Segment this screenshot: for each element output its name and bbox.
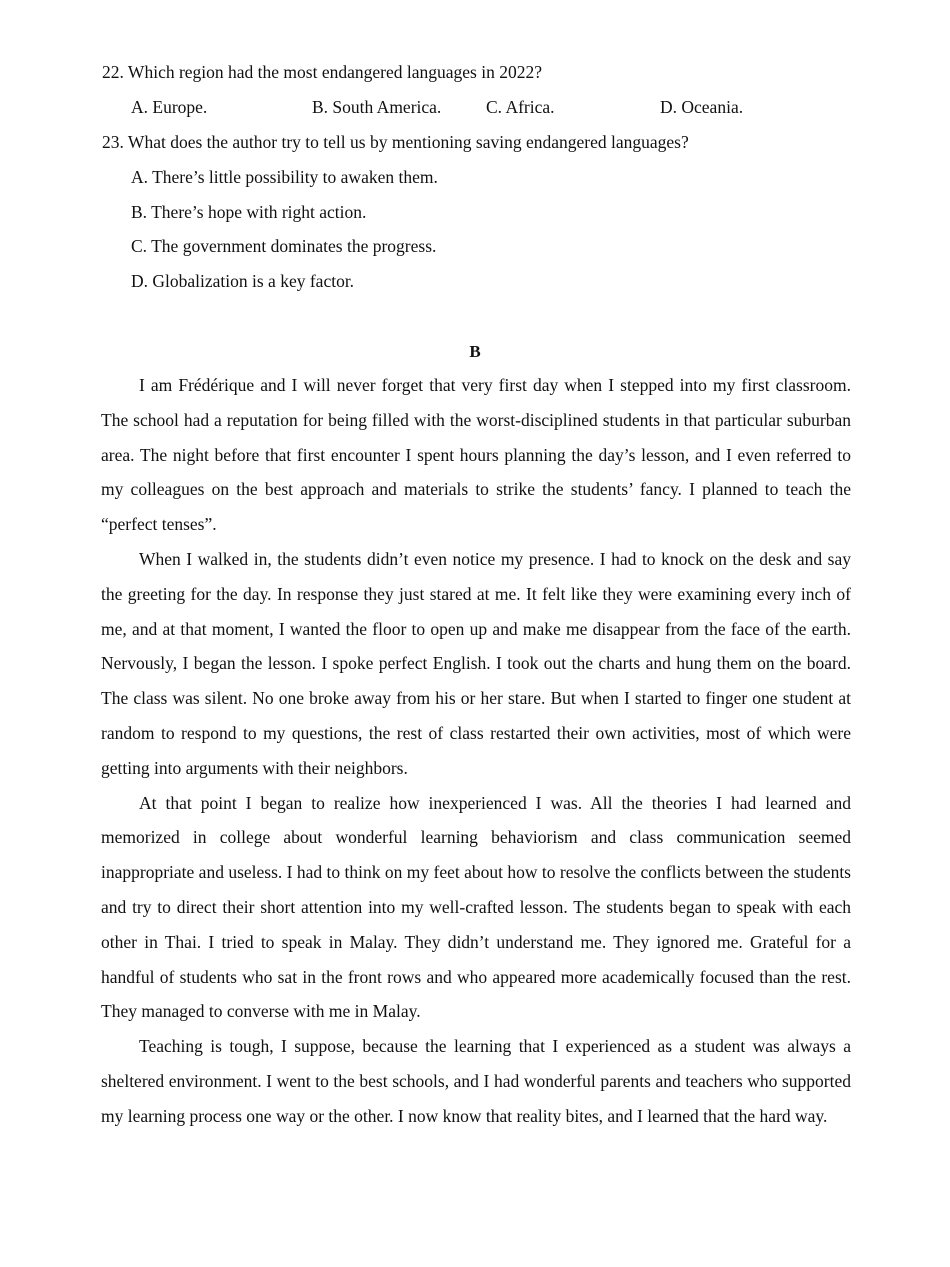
- question-23-option-b: B. There’s hope with right action.: [131, 202, 367, 222]
- question-22-option-d: D. Oceania.: [660, 97, 744, 117]
- question-23-option-c: C. The government dominates the progress.: [131, 236, 437, 256]
- question-22-stem: 22. Which region had the most endangered languages in 2022?: [102, 62, 542, 82]
- reading-passage: [101, 368, 851, 1134]
- section-title: B: [469, 342, 481, 361]
- question-22-option-b: B. South America.: [312, 97, 442, 117]
- question-23-option-d: D. Globalization is a key factor.: [131, 271, 355, 291]
- passage-paragraph-3: At that point I began to realize how inexperienced I was. All the theories I had learned and memorized in college about wonderful learning behaviorism and class communication seemed inappropriate and useless. I had to think on my feet about how to resolve the conflicts between the students and try to direct their short attention into my well-crafted lesson. The students began to speak with each other in Thai. I tried to speak in Malay. They didn’t understand me. They ignored me. Grateful for a handful of students who sat in the front rows and who appeared more academically focused than the rest. They managed to converse with me in Malay.: [101, 792, 851, 1022]
- question-22-option-a: A. Europe.: [131, 97, 208, 117]
- question-22-option-c: C. Africa.: [486, 97, 555, 117]
- question-23-stem: 23. What does the author try to tell us by mentioning saving endangered languages?: [102, 132, 689, 152]
- question-23-option-a: A. There’s little possibility to awaken them.: [131, 167, 438, 187]
- passage-paragraph-4: Teaching is tough, I suppose, because the learning that I experienced as a student was always a sheltered environment. I went to the best schools, and I had wonderful parents and teachers who supported my learning process one way or the other. I now know that reality bites, and I learned that the hard way.: [101, 1036, 851, 1126]
- passage-paragraph-1: I am Frédérique and I will never forget that very first day when I stepped into my first classroom. The school had a reputation for being filled with the worst-disciplined students in that particular suburban area. The night before that first encounter I spent hours planning the day’s lesson, and I even referred to my colleagues on the best approach and materials to strike the students’ fancy. I planned to teach the “perfect tenses”.: [101, 375, 851, 535]
- passage-paragraph-2: When I walked in, the students didn’t even notice my presence. I had to knock on the desk and say the greeting for the day. In response they just stared at me. It felt like they were examining every inch of me, and at that moment, I wanted the floor to open up and make me disappear from the face of the earth. Nervously, I began the lesson. I spoke perfect English. I took out the charts and hung them on the board. The class was silent. No one broke away from his or her stare. But when I started to finger one student at random to respond to my questions, the rest of class restarted their own activities, most of which were getting into arguments with their neighbors.: [101, 548, 851, 778]
